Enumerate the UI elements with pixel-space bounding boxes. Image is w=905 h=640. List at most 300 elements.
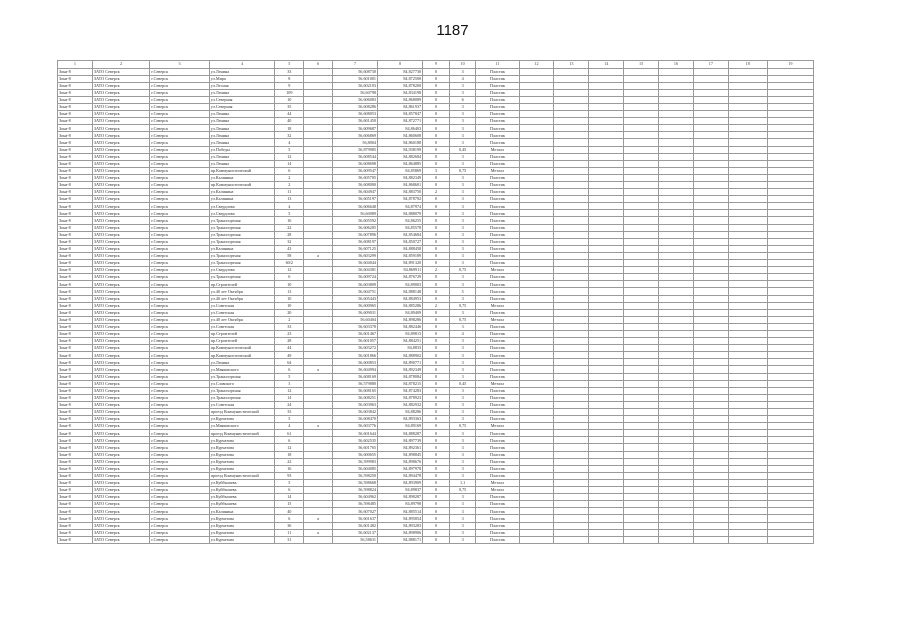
table-cell: 0 [423, 146, 450, 153]
table-cell: Пластик [476, 437, 519, 444]
table-cell: г.Северск [150, 103, 209, 110]
table-cell [304, 288, 333, 295]
table-row [58, 238, 814, 245]
table-cell: ЗАТО Северск [92, 451, 149, 458]
table-cell [693, 252, 728, 259]
table-cell: пр.Коммунистический [209, 345, 275, 352]
table-row [58, 352, 814, 359]
table-cell: пр.Коммунистический [209, 182, 275, 189]
table-cell: г.Северск [150, 288, 209, 295]
table-cell [693, 146, 728, 153]
table-cell: ул.Курчатова [209, 515, 275, 522]
table-cell [659, 416, 694, 423]
table-cell [589, 494, 624, 501]
table-cell [767, 68, 813, 75]
table-cell: Зона-8 [58, 373, 93, 380]
table-cell [519, 238, 554, 245]
table-cell [304, 96, 333, 103]
table-cell: 12 [275, 444, 304, 451]
table-cell [659, 330, 694, 337]
table-cell: 56,601057 [332, 338, 377, 345]
table-cell [728, 409, 767, 416]
table-row [58, 345, 814, 352]
table-cell [589, 345, 624, 352]
table-cell: Пластик [476, 174, 519, 181]
table-cell: ЗАТО Северск [92, 125, 149, 132]
table-cell [659, 68, 694, 75]
table-cell: Зона-8 [58, 96, 93, 103]
table-cell: Металл [476, 316, 519, 323]
table-cell [624, 401, 659, 408]
column-header: 17 [693, 61, 728, 69]
table-row [58, 394, 814, 401]
table-cell: 3 [449, 501, 476, 508]
table-cell [589, 288, 624, 295]
table-cell [767, 479, 813, 486]
table-cell [693, 174, 728, 181]
table-row [58, 515, 814, 522]
table-cell [519, 68, 554, 75]
table-cell: 3 [449, 103, 476, 110]
table-cell: 3 [449, 451, 476, 458]
table-cell: ул.Свердлова [209, 210, 275, 217]
table-cell [728, 444, 767, 451]
table-cell [519, 309, 554, 316]
table-cell [624, 96, 659, 103]
table-cell [554, 238, 589, 245]
table-cell [659, 394, 694, 401]
table-cell: г.Северск [150, 515, 209, 522]
table-cell [589, 508, 624, 515]
table-cell: пр.Строителей [209, 330, 275, 337]
table-cell: г.Северск [150, 75, 209, 82]
table-cell [519, 437, 554, 444]
table-cell [589, 89, 624, 96]
table-cell [624, 174, 659, 181]
table-cell [767, 416, 813, 423]
table-cell [554, 508, 589, 515]
table-cell [554, 323, 589, 330]
table-cell [767, 252, 813, 259]
table-cell: 0 [423, 494, 450, 501]
table-cell: 56,60089 [332, 210, 377, 217]
table-cell: Пластик [476, 196, 519, 203]
table-cell [624, 245, 659, 252]
table-cell [767, 338, 813, 345]
table-cell [304, 444, 333, 451]
table-cell: 56,608053 [332, 111, 377, 118]
table-cell: Зона-8 [58, 224, 93, 231]
table-cell: 109 [275, 89, 304, 96]
table-cell [624, 182, 659, 189]
table-cell [554, 182, 589, 189]
table-cell [767, 401, 813, 408]
table-cell: Зона-8 [58, 260, 93, 267]
table-cell: 35 [275, 103, 304, 110]
table-cell [728, 75, 767, 82]
table-cell: 56,608698 [332, 160, 377, 167]
table-cell: Пластик [476, 210, 519, 217]
table-cell [554, 338, 589, 345]
table-cell: Пластик [476, 281, 519, 288]
table-cell [519, 281, 554, 288]
table-cell: Зона-8 [58, 494, 93, 501]
table-cell: г.Северск [150, 252, 209, 259]
table-cell [767, 359, 813, 366]
table-cell: 3 [449, 522, 476, 529]
table-cell: пр.Строителей [209, 281, 275, 288]
table-cell: ул.Транспортная [209, 252, 275, 259]
table-cell [728, 302, 767, 309]
table-cell: 0 [423, 401, 450, 408]
table-cell [589, 111, 624, 118]
table-cell [554, 281, 589, 288]
table-cell [767, 536, 813, 543]
table-cell: г.Северск [150, 82, 209, 89]
table-cell [589, 139, 624, 146]
table-cell: Зона-8 [58, 323, 93, 330]
table-cell: 3 [449, 394, 476, 401]
table-cell: ЗАТО Северск [92, 380, 149, 387]
table-cell [659, 238, 694, 245]
table-cell: 0 [423, 423, 450, 430]
table-cell: Пластик [476, 522, 519, 529]
table-cell [589, 96, 624, 103]
table-cell [767, 189, 813, 196]
table-cell [589, 203, 624, 210]
table-cell [693, 125, 728, 132]
table-cell [659, 103, 694, 110]
table-row [58, 288, 814, 295]
table-cell: 60/2 [275, 260, 304, 267]
table-cell: 84,884953 [378, 295, 423, 302]
table-cell [589, 323, 624, 330]
table-cell [693, 295, 728, 302]
table-cell [554, 345, 589, 352]
table-cell [554, 359, 589, 366]
table-cell [519, 295, 554, 302]
table-cell [554, 160, 589, 167]
table-cell: 84,893363 [378, 416, 423, 423]
table-cell [693, 75, 728, 82]
table-row [58, 132, 814, 139]
table-cell [519, 75, 554, 82]
table-cell: ул.Калинина [209, 174, 275, 181]
table-cell [624, 323, 659, 330]
table-cell [659, 224, 694, 231]
table-cell [589, 174, 624, 181]
table-cell [693, 82, 728, 89]
table-cell [519, 515, 554, 522]
table-cell: 0 [423, 309, 450, 316]
table-cell [693, 330, 728, 337]
table-cell [589, 401, 624, 408]
table-cell [767, 274, 813, 281]
table-cell: ул.Победы [209, 146, 275, 153]
table-cell [659, 260, 694, 267]
table-cell: 84,834198 [378, 89, 423, 96]
table-row [58, 125, 814, 132]
table-cell: 3 [449, 430, 476, 437]
table-cell [589, 125, 624, 132]
table-cell: 3 [449, 359, 476, 366]
table-cell [304, 409, 333, 416]
table-cell [624, 451, 659, 458]
table-cell: Пластик [476, 529, 519, 536]
table-cell [693, 274, 728, 281]
table-cell: 84,898287 [378, 494, 423, 501]
table-cell: Зона-8 [58, 103, 93, 110]
table-row [58, 189, 814, 196]
table-cell [304, 522, 333, 529]
table-cell: 0 [423, 394, 450, 401]
table-row [58, 508, 814, 515]
column-header: 4 [209, 61, 275, 69]
table-cell [304, 501, 333, 508]
table-cell [624, 522, 659, 529]
table-cell [767, 267, 813, 274]
table-cell: Зона-8 [58, 380, 93, 387]
table-cell [624, 167, 659, 174]
table-cell [767, 167, 813, 174]
table-cell [659, 515, 694, 522]
table-cell [519, 252, 554, 259]
table-cell: ЗАТО Северск [92, 75, 149, 82]
table-cell [589, 472, 624, 479]
table-cell: 13 [275, 196, 304, 203]
table-cell: 15 [275, 501, 304, 508]
column-header: 15 [624, 61, 659, 69]
table-cell [519, 373, 554, 380]
table-cell: пр.Коммунистический [209, 167, 275, 174]
table-cell: Зона-8 [58, 146, 93, 153]
table-cell: пр.Строителей [209, 338, 275, 345]
table-cell: 3 [449, 437, 476, 444]
table-cell [624, 189, 659, 196]
table-cell: Пластик [476, 103, 519, 110]
table-cell [659, 373, 694, 380]
table-cell [693, 153, 728, 160]
table-row [58, 309, 814, 316]
table-cell [624, 196, 659, 203]
table-cell: Зона-8 [58, 437, 93, 444]
table-cell: Пластик [476, 494, 519, 501]
table-cell: г.Северск [150, 68, 209, 75]
table-cell [728, 515, 767, 522]
table-cell [304, 416, 333, 423]
table-cell: г.Северск [150, 494, 209, 501]
table-cell [554, 139, 589, 146]
table-cell: 56,579880 [332, 380, 377, 387]
table-cell: 84,876729 [378, 274, 423, 281]
table-cell: ЗАТО Северск [92, 182, 149, 189]
table-cell: ул.Ленина [209, 118, 275, 125]
table-cell: Пластик [476, 252, 519, 259]
table-cell [589, 245, 624, 252]
table-cell [624, 338, 659, 345]
table-cell: 56,604044 [332, 260, 377, 267]
table-cell: 4 [275, 423, 304, 430]
table-cell: 32 [275, 132, 304, 139]
table-cell: 3 [449, 409, 476, 416]
table-cell [728, 458, 767, 465]
table-cell [519, 536, 554, 543]
table-cell: ул.Маяковского [209, 423, 275, 430]
table-cell: г.Северск [150, 536, 209, 543]
table-cell: Пластик [476, 111, 519, 118]
table-cell [693, 224, 728, 231]
table-cell: 84,89003 [378, 281, 423, 288]
table-cell [624, 508, 659, 515]
table-cell: ЗАТО Северск [92, 437, 149, 444]
table-cell: ул.Маяковского [209, 366, 275, 373]
table-cell [554, 274, 589, 281]
table-cell: 1,1 [449, 479, 476, 486]
table-cell: ул.Калинина [209, 196, 275, 203]
table-cell: Пластик [476, 409, 519, 416]
table-cell [519, 146, 554, 153]
column-header: 14 [589, 61, 624, 69]
table-cell [624, 118, 659, 125]
table-cell [589, 366, 624, 373]
table-cell [554, 366, 589, 373]
table-cell [589, 103, 624, 110]
table-cell: ЗАТО Северск [92, 82, 149, 89]
table-cell: 0 [423, 295, 450, 302]
table-cell [519, 501, 554, 508]
table-cell: ул.Лесная [209, 82, 275, 89]
table-cell [519, 487, 554, 494]
table-cell: 84,898286 [378, 316, 423, 323]
table-cell [767, 224, 813, 231]
table-cell [659, 529, 694, 536]
table-cell [659, 536, 694, 543]
table-cell [659, 338, 694, 345]
table-cell: 56,608000 [332, 182, 377, 189]
table-cell: 6 [275, 515, 304, 522]
table-cell [519, 387, 554, 394]
table-cell: г.Северск [150, 472, 209, 479]
table-cell: 84,888171 [378, 536, 423, 543]
table-cell [304, 465, 333, 472]
table-cell [519, 330, 554, 337]
table-cell: 84,860608 [378, 132, 423, 139]
table-cell: 0 [423, 252, 450, 259]
table-cell [554, 125, 589, 132]
column-header: 10 [449, 61, 476, 69]
table-cell: 0,75 [449, 316, 476, 323]
table-cell: 61 [275, 430, 304, 437]
table-cell: ул.Советская [209, 302, 275, 309]
table-cell [659, 479, 694, 486]
table-cell: 84,882932 [378, 401, 423, 408]
table-cell: Зона-8 [58, 309, 93, 316]
table-cell: 84,898906 [378, 529, 423, 536]
table-cell [554, 288, 589, 295]
table-cell: ул.Курчатова [209, 451, 275, 458]
table-cell: г.Северск [150, 217, 209, 224]
table-cell [728, 210, 767, 217]
table-cell: г.Северск [150, 281, 209, 288]
table-cell: ЗАТО Северск [92, 146, 149, 153]
table-row [58, 196, 814, 203]
table-cell [693, 416, 728, 423]
table-cell [519, 366, 554, 373]
table-cell: 56,608169 [332, 373, 377, 380]
table-cell [519, 302, 554, 309]
table-cell [693, 103, 728, 110]
table-cell: г.Северск [150, 189, 209, 196]
table-cell [624, 487, 659, 494]
table-cell: а [304, 423, 333, 430]
table-cell: ул.Транспортная [209, 224, 275, 231]
table-cell [728, 111, 767, 118]
table-cell: 58 [275, 252, 304, 259]
table-cell: 5 [275, 479, 304, 486]
table-cell [589, 352, 624, 359]
table-cell: г.Северск [150, 508, 209, 515]
table-row [58, 423, 814, 430]
table-cell: 12 [275, 153, 304, 160]
table-cell [767, 96, 813, 103]
table-cell [304, 330, 333, 337]
table-cell: 10 [275, 281, 304, 288]
table-cell: 84,882446 [378, 323, 423, 330]
table-cell [693, 210, 728, 217]
table-cell [554, 82, 589, 89]
table-cell: г.Северск [150, 89, 209, 96]
table-cell [554, 352, 589, 359]
table-cell: г.Северск [150, 267, 209, 274]
table-cell: 0 [423, 210, 450, 217]
table-cell: 56,604751 [332, 288, 377, 295]
table-cell: ул.Советская [209, 323, 275, 330]
table-cell: 3 [449, 260, 476, 267]
column-header: 1 [58, 61, 93, 69]
table-cell: 2 [423, 302, 450, 309]
column-header: 7 [332, 61, 377, 69]
table-cell [693, 423, 728, 430]
table-cell [304, 302, 333, 309]
table-cell [519, 338, 554, 345]
table-cell: 0 [423, 132, 450, 139]
table-cell: г.Северск [150, 409, 209, 416]
table-cell: 3 [449, 416, 476, 423]
table-cell: 0 [423, 366, 450, 373]
table-cell: 44 [275, 111, 304, 118]
table-cell [554, 118, 589, 125]
table-cell [519, 401, 554, 408]
table-cell [659, 295, 694, 302]
table-cell: 3 [449, 217, 476, 224]
table-cell [519, 96, 554, 103]
table-cell: Пластик [476, 245, 519, 252]
table-row [58, 501, 814, 508]
table-cell [659, 444, 694, 451]
table-cell: г.Северск [150, 160, 209, 167]
table-cell [659, 323, 694, 330]
table-cell [624, 203, 659, 210]
table-cell: г.Северск [150, 373, 209, 380]
table-cell: 3 [449, 153, 476, 160]
table-cell [767, 316, 813, 323]
table-cell [554, 409, 589, 416]
table-cell: 56,609547 [332, 167, 377, 174]
table-cell: 84,888902 [378, 352, 423, 359]
table-cell [767, 465, 813, 472]
table-cell [624, 394, 659, 401]
table-cell: г.Северск [150, 295, 209, 302]
